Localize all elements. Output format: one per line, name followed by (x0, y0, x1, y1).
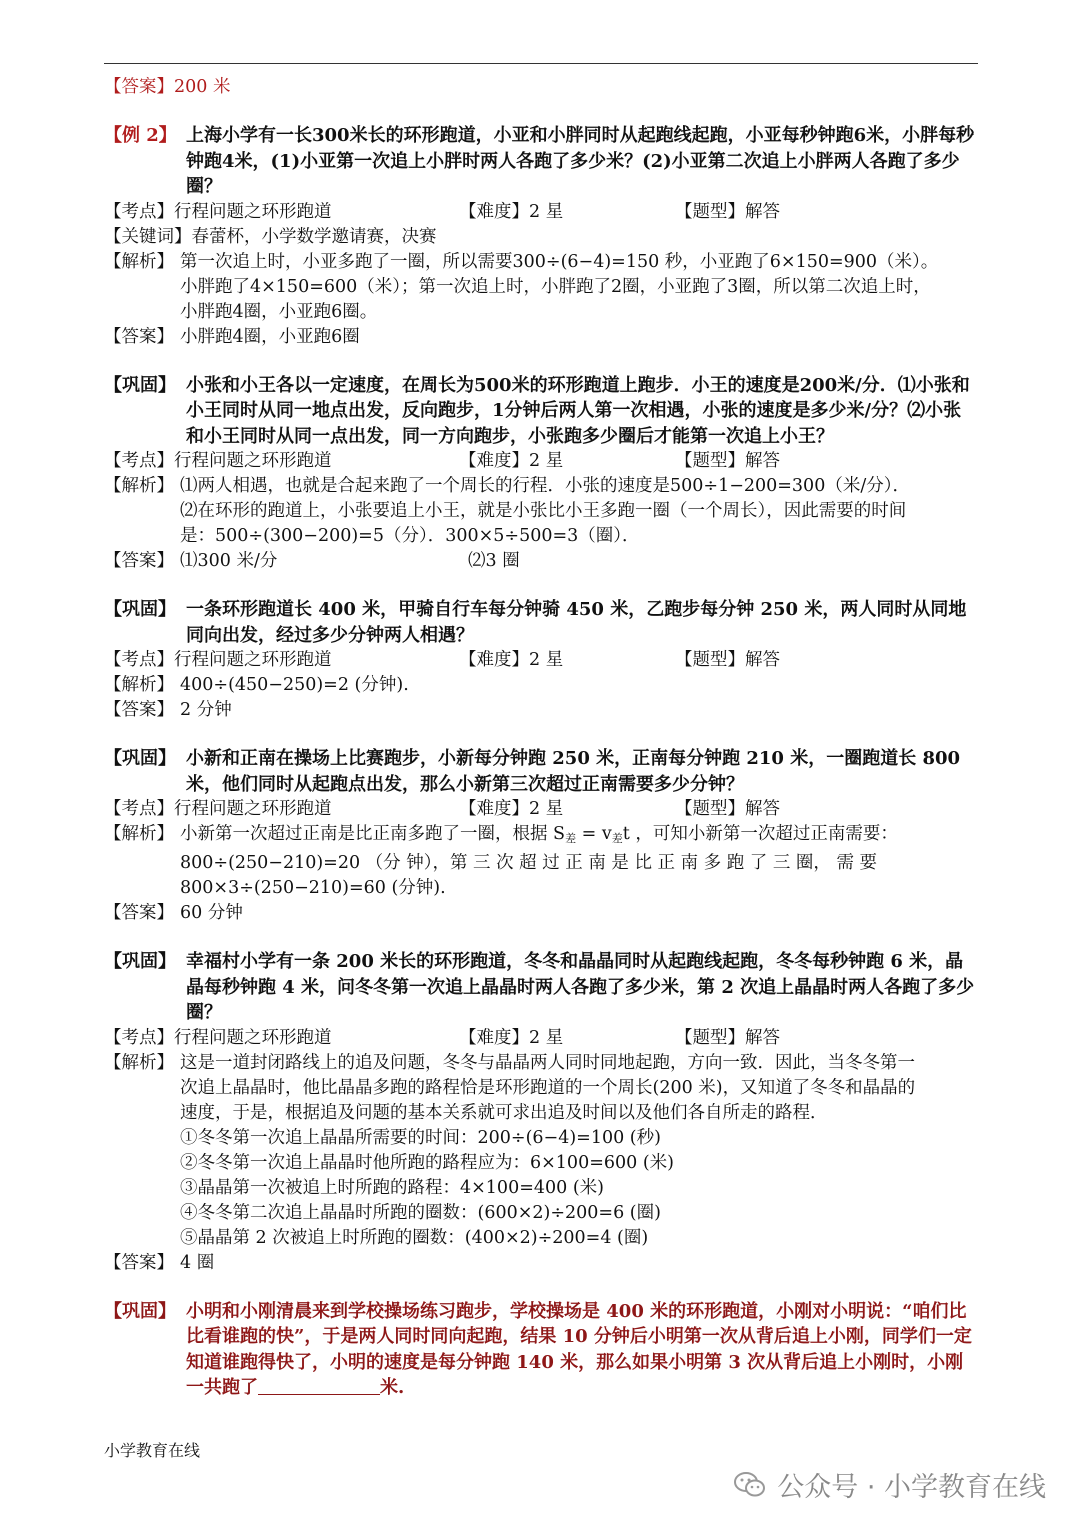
gonggu-1-analysis (104, 474, 978, 549)
prev-answer-text: 200 米 (174, 77, 231, 97)
tixing: 【题型】解答 (675, 650, 780, 670)
gonggu-tag: 【巩固】 (104, 1300, 176, 1322)
example-2-keywords: 【关键词】春蕾杯，小学数学邀请赛，决赛 (104, 226, 437, 247)
kaodian: 【考点】行程问题之环形跑道 (104, 201, 332, 222)
answer-tag: 【答案】 (104, 326, 174, 347)
analysis-step-1: ①冬冬第一次追上晶晶所需要的时间：200÷(6−4)=100 (秒) (180, 1127, 661, 1148)
example-2-question-text: 上海小学有一长300米长的环形跑道，小亚和小胖同时从起跑线起跑，小亚每秒钟跑6米，小胖每秒钟跑4米，(1)小亚第一次追上小胖时两人各跑了多少米？(2)小亚第二次追上小胖两人各跑了多少圈？ (186, 125, 975, 197)
prev-answer (104, 75, 978, 100)
analysis-line: ⑵在环形的跑道上，小张要追上小王，就是小张比小王多跑一圈（一个周长），因此需要的时间 (180, 501, 907, 521)
gonggu-4-meta (104, 1026, 978, 1051)
gonggu-2-question-text: 一条环形跑道长 400 米，甲骑自行车每分钟骑 450 米，乙跑步每分钟 250 米，两人同时从同地同向出发，经过多少分钟两人相遇？ (186, 599, 967, 646)
analysis-line: 次追上晶晶时，他比晶晶多跑的路程恰是环形跑道的一个周长(200 米)，又知道了冬冬和晶晶的 (180, 1077, 916, 1098)
footer-source: 小学教育在线 (104, 1441, 201, 1460)
answer-text: 60 分钟 (180, 903, 243, 923)
nandu: 【难度】2 星 (459, 650, 564, 670)
analysis-tag: 【解析】 (104, 476, 174, 496)
gonggu-1-answer (104, 549, 978, 574)
gonggu-3-analysis (104, 822, 978, 901)
analysis-line: 这是一道封闭路线上的追及问题，冬冬与晶晶两人同时同地起跑，方向一致．因此，当冬冬第一 (180, 1052, 915, 1073)
nandu: 【难度】2 星 (459, 201, 564, 222)
top-rule (104, 63, 978, 64)
answer-text: 小胖跑4圈，小亚跑6圈 (180, 326, 360, 347)
prev-answer-tag: 【答案】 (104, 77, 174, 97)
answer-text: 2 分钟 (180, 700, 232, 720)
tixing: 【题型】解答 (675, 799, 780, 819)
gonggu-5-question (104, 1299, 978, 1401)
analysis-line: 800÷(250−210)=20 （分 钟），第 三 次 超 过 正 南 是 比 正 南 多 跑 了 三 圈， 需 要 (180, 853, 878, 873)
analysis-step-2: ②冬冬第一次追上晶晶时他所跑的路程应为：6×100=600 (米) (180, 1152, 674, 1173)
gonggu-4-analysis (104, 1051, 978, 1251)
gonggu-3-question (104, 746, 978, 797)
gonggu-5-question-unit: 米. (380, 1377, 405, 1398)
nandu: 【难度】2 星 (459, 1027, 564, 1048)
analysis-line: 是：500÷(300−200)=5（分）．300×5÷500=3（圈）． (180, 526, 640, 546)
wechat-watermark (733, 1465, 1046, 1504)
gonggu-tag: 【巩固】 (104, 599, 176, 620)
analysis-line: 800×3÷(250−210)=60 (分钟). (180, 878, 446, 898)
gonggu-2-meta (104, 648, 978, 673)
tixing: 【题型】解答 (675, 1027, 780, 1048)
gonggu-1-meta (104, 449, 978, 474)
answer-tag: 【答案】 (104, 700, 174, 720)
gonggu-2-answer (104, 698, 978, 723)
kaodian: 【考点】行程问题之环形跑道 (104, 1027, 332, 1048)
answer-part-1: ⑴300 米/分 (180, 551, 278, 571)
gonggu-tag: 【巩固】 (104, 374, 176, 396)
answer-part-2: ⑵3 圈 (468, 551, 520, 571)
gonggu-1-question-text: 小张和小王各以一定速度，在周长为500米的环形跑道上跑步．小王的速度是200米/分．⑴小张和小王同时从同一地点出发，反向跑步，1分钟后两人第一次相遇，小张的速度是多少米/分？⑵小张和小王同时从同一点出发，同一方向跑步，小张跑多少圈后才能第一次追上小王？ (186, 374, 970, 447)
analysis-tag: 【解析】 (104, 824, 174, 844)
gonggu-5-question-text: 小明和小刚清晨来到学校操场练习跑步，学校操场是 400 米的环形跑道，小刚对小明说：“咱们比比看谁跑的快”，于是两人同时同向起跑，结果 10 分钟后小明第一次从背后追上小刚，同学们一定知道谁跑得快了，小明的速度是每分钟跑 140 米，那么如果小明第 3 次从背后追上小刚时，小刚一共跑了 (186, 1300, 972, 1398)
wechat-icon (733, 1470, 767, 1500)
analysis-step-4: ④冬冬第二次追上晶晶时所跑的圈数：(600×2)÷200=6 (圈) (180, 1202, 661, 1223)
document-body (104, 75, 978, 1401)
answer-tag: 【答案】 (104, 1252, 174, 1273)
kaodian: 【考点】行程问题之环形跑道 (104, 650, 332, 670)
analysis-line: 小胖跑4圈，小亚跑6圈。 (180, 301, 378, 322)
analysis-line-formula: 小新第一次超过正南是比正南多跑了一圈，根据 $S_差 = v_差t$ ，可知小新第一次超过正南需要： (180, 824, 898, 845)
analysis-line: 小胖跑了4×150=600（米）；第一次追上时，小胖跑了2圈，小亚跑了3圈，所以第二次追上时， (180, 276, 931, 297)
analysis-step-3: ③晶晶第一次被追上时所跑的路程：4×100=400 (米) (180, 1177, 604, 1198)
example-2-question (104, 123, 978, 200)
analysis-line: 400÷(450−250)=2 (分钟). (180, 675, 409, 695)
gonggu-4-question-text: 幸福村小学有一条 200 米长的环形跑道，冬冬和晶晶同时从起跑线起跑，冬冬每秒钟跑 6 米，晶晶每秒钟跑 4 米，问冬冬第一次追上晶晶时两人各跑了多少米，第 2 次追上晶晶时两人各跑了多少圈？ (186, 951, 975, 1023)
kaodian: 【考点】行程问题之环形跑道 (104, 799, 332, 819)
example-2-meta (104, 200, 978, 225)
analysis-line: 第一次追上时，小亚多跑了一圈，所以需要300÷(6−4)=150 秒，小亚跑了6×150=900（米）。 (180, 251, 939, 272)
tixing: 【题型】解答 (675, 201, 780, 222)
nandu: 【难度】2 星 (459, 799, 564, 819)
example-2-analysis (104, 250, 978, 325)
subscript-cha: 差 (565, 832, 577, 845)
gonggu-2-analysis (104, 673, 978, 698)
analysis-line: ⑴两人相遇，也就是合起来跑了一个周长的行程．小张的速度是500÷1−200=300（米/分）． (180, 476, 910, 496)
analysis-tag: 【解析】 (104, 675, 174, 695)
answer-text: 4 圈 (180, 1252, 215, 1273)
answer-tag: 【答案】 (104, 903, 174, 923)
gonggu-4-question (104, 949, 978, 1026)
gonggu-2-question (104, 597, 978, 648)
nandu: 【难度】2 星 (459, 451, 564, 471)
answer-blank[interactable] (258, 1376, 380, 1395)
analysis-tag: 【解析】 (104, 1052, 174, 1073)
kaodian: 【考点】行程问题之环形跑道 (104, 451, 332, 471)
example-2-answer (104, 325, 978, 350)
watermark-text: 公众号 · 小学教育在线 (777, 1472, 1046, 1503)
tixing: 【题型】解答 (675, 451, 780, 471)
gonggu-3-question-text: 小新和正南在操场上比赛跑步，小新每分钟跑 250 米，正南每分钟跑 210 米，一圈跑道长 800 米，他们同时从起跑点出发，那么小新第三次超过正南需要多少分钟？ (186, 748, 961, 795)
gonggu-4-answer (104, 1251, 978, 1276)
gonggu-tag: 【巩固】 (104, 951, 176, 972)
gonggu-3-meta (104, 797, 978, 822)
gonggu-tag: 【巩固】 (104, 748, 176, 769)
example-2-tag: 【例 2】 (104, 125, 177, 146)
analysis-tag: 【解析】 (104, 251, 174, 272)
analysis-line: 速度，于是，根据追及问题的基本关系就可求出追及时间以及他们各自所走的路程． (180, 1102, 828, 1123)
analysis-step-5: ⑤晶晶第 2 次被追上时所跑的圈数：(400×2)÷200=4 (圈) (180, 1227, 649, 1248)
gonggu-1-question (104, 373, 978, 450)
gonggu-3-answer (104, 901, 978, 926)
subscript-cha: 差 (611, 832, 623, 845)
answer-tag: 【答案】 (104, 551, 174, 571)
